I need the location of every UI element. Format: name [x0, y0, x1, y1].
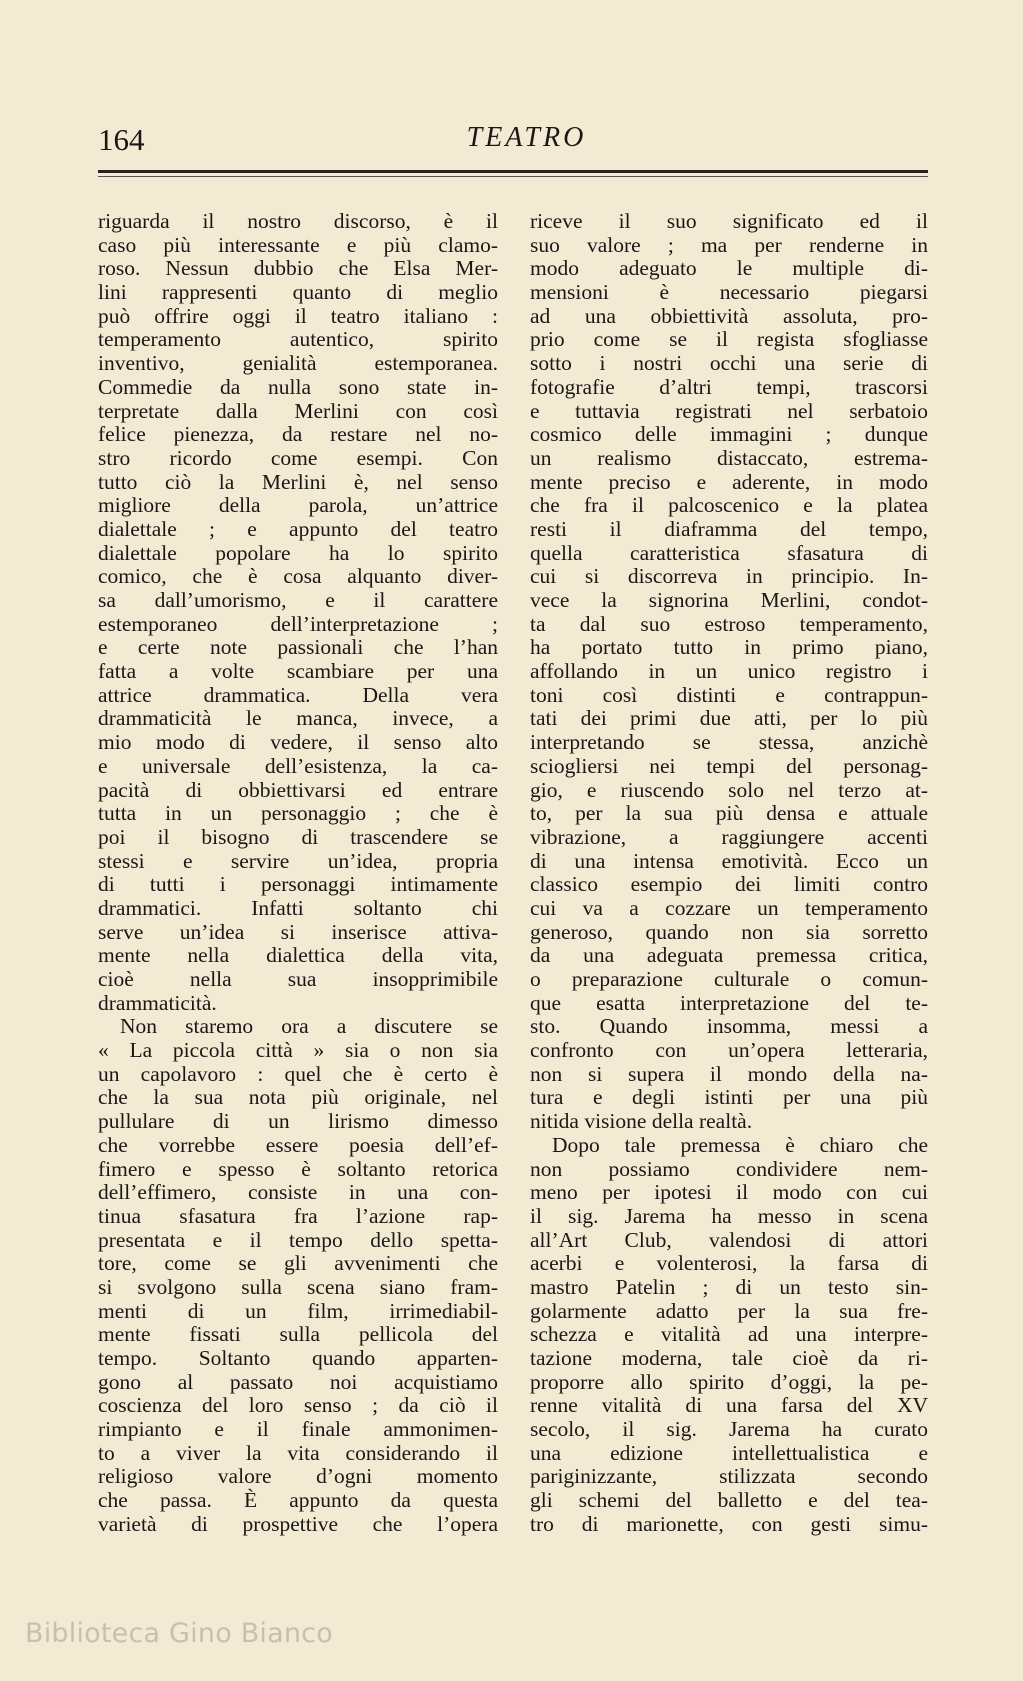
text-line: comico, che è cosa alquanto diver- [98, 564, 498, 589]
text-line: non possiamo condividere nem- [530, 1156, 928, 1181]
text-line: riguarda il nostro discorso, è il [98, 209, 498, 233]
text-line: che la sua nota più originale, nel [98, 1085, 498, 1110]
text-line: che fra il palcoscenico e la platea [530, 493, 928, 518]
text-line: tro di marionette, con gesti simu- [530, 1511, 928, 1536]
text-line: il sig. Jarema ha messo in scena [530, 1203, 928, 1228]
text-line: suo valore ; ma per renderne in [530, 232, 928, 257]
text-line: tempo. Soltanto quando apparten- [98, 1346, 498, 1370]
text-line: mente preciso e aderente, in modo [530, 469, 928, 494]
text-line: fimero e spesso è soltanto retorica [98, 1156, 498, 1181]
text-line: to, per la sua più densa e attuale [530, 801, 928, 826]
text-line: drammaticità. [98, 990, 217, 1015]
text-line: mente fissati sulla pellicola del [98, 1322, 498, 1347]
text-line: si svolgono sulla scena siano fram- [98, 1274, 498, 1299]
text-line: ad una obbiettività assoluta, pro- [530, 303, 928, 328]
text-line: acerbi e volenterosi, la farsa di [530, 1251, 928, 1276]
text-line: tura e degli istinti per una più [530, 1085, 928, 1110]
text-line: religioso valore d’ogni momento [98, 1464, 498, 1489]
text-line: fatta a volte scambiare per una [98, 659, 498, 684]
text-line: tati dei primi due atti, per lo più [530, 706, 928, 731]
text-line: serve un’idea si inserisce attiva- [98, 919, 498, 944]
text-line: mio modo di vedere, il senso alto [98, 730, 498, 755]
text-line: sciogliersi nei tempi del personag- [530, 753, 928, 778]
text-line: stro ricordo come esempi. Con [98, 445, 498, 470]
text-line: un capolavoro : quel che è certo è [98, 1061, 498, 1086]
text-line: fotografie d’altri tempi, trascorsi [530, 374, 928, 399]
text-line: attrice drammatica. Della vera [98, 682, 498, 707]
text-line: nitida visione della realtà. [530, 1109, 753, 1134]
text-line: mente nella dialettica della vita, [98, 943, 498, 968]
text-line: Non staremo ora a discutere se [120, 1014, 498, 1039]
text-line: che vorrebbe essere poesia dell’ef- [98, 1132, 498, 1157]
text-line: to a viver la vita considerando il [98, 1440, 498, 1465]
text-line: pacità di obbiettivarsi ed entrare [98, 777, 498, 802]
text-line: ha portato tutto in primo piano, [530, 635, 928, 660]
text-line: golarmente adatto per la sua fre- [530, 1298, 928, 1323]
running-head: TEATRO [466, 122, 587, 153]
text-line: da una adeguata premessa critica, [530, 943, 928, 968]
text-line: meno per ipotesi il modo con cui [530, 1180, 928, 1205]
text-line: può offrire oggi il teatro italiano : [98, 303, 498, 328]
text-line: di tutti i personaggi intimamente [98, 872, 498, 897]
text-line: Dopo tale premessa è chiaro che [552, 1132, 928, 1157]
text-line: presentata e il tempo dello spetta- [98, 1227, 498, 1252]
text-line: resti il diaframma del tempo, [530, 516, 928, 541]
text-line: cosmico delle immagini ; dunque [530, 422, 928, 447]
library-watermark: Biblioteca Gino Bianco [25, 1618, 333, 1649]
text-line: all’Art Club, valendosi di attori [530, 1227, 928, 1252]
text-line: di una intensa emotività. Ecco un [530, 848, 928, 873]
text-line: sto. Quando insomma, messi a [530, 1014, 928, 1039]
text-line: tinua sfasatura fra l’azione rap- [98, 1203, 498, 1228]
text-line: cioè nella sua insopprimibile [98, 967, 498, 991]
text-line: schezza e vitalità ad una interpre- [530, 1322, 928, 1347]
text-line: confronto con un’opera letteraria, [530, 1038, 928, 1063]
text-line: rimpianto e il finale ammonimen- [98, 1417, 498, 1442]
text-line: una edizione intellettualistica e [530, 1440, 928, 1465]
text-line: lini rappresenti quanto di meglio [98, 280, 498, 305]
text-line: estemporaneo dell’interpretazione ; [98, 611, 498, 636]
text-line: tore, come se gli avvenimenti che [98, 1251, 498, 1276]
text-line: tazione moderna, tale cioè da ri- [530, 1346, 928, 1370]
text-line: « La piccola città » sia o non sia [98, 1038, 498, 1063]
text-line: renne vitalità di una farsa del XV [530, 1393, 928, 1418]
text-line: mastro Patelin ; di un testo sin- [530, 1274, 928, 1299]
text-line: temperamento autentico, spirito [98, 327, 498, 352]
text-line: e universale dell’esistenza, la ca- [98, 753, 498, 778]
text-line: ta dal suo estroso temperamento, [530, 611, 928, 636]
text-line: cui si discorreva in principio. In- [530, 564, 928, 589]
text-line: dialettale popolare ha lo spirito [98, 540, 498, 565]
text-line: varietà di prospettive che l’opera [98, 1511, 498, 1536]
text-line: migliore della parola, un’attrice [98, 493, 498, 518]
text-line: que esatta interpretazione del te- [530, 990, 928, 1015]
page-number: 164 [98, 122, 145, 157]
text-line: o preparazione culturale o comun- [530, 967, 928, 991]
text-line: modo adeguato le multiple di- [530, 256, 928, 281]
text-line: vece la signorina Merlini, condot- [530, 588, 928, 612]
text-line: prio come se il regista sfogliasse [530, 327, 928, 352]
text-line: dialettale ; e appunto del teatro [98, 516, 498, 541]
text-line: vibrazione, a raggiungere accenti [530, 824, 928, 849]
text-line: non si supera il mondo della na- [530, 1061, 928, 1086]
text-line: quella caratteristica sfasatura di [530, 540, 928, 565]
header-rule [98, 170, 928, 173]
text-line: menti di un film, irrimediabil- [98, 1298, 498, 1323]
text-line: gono al passato noi acquistiamo [98, 1369, 498, 1394]
text-line: dell’effimero, consiste in una con- [98, 1180, 498, 1205]
text-line: proporre allo spirito d’oggi, la pe- [530, 1369, 928, 1394]
text-line: inventivo, genialità estemporanea. [98, 351, 498, 376]
text-line: mensioni è necessario piegarsi [530, 280, 928, 305]
text-line: secolo, il sig. Jarema ha curato [530, 1417, 928, 1442]
text-line: sa dall’umorismo, e il carattere [98, 588, 498, 612]
text-line: tutto ciò la Merlini è, nel senso [98, 469, 498, 494]
header-rule-thin [98, 176, 928, 177]
text-line: coscienza del loro senso ; da ciò il [98, 1393, 498, 1418]
text-line: drammatici. Infatti soltanto chi [98, 895, 498, 920]
text-line: poi il bisogno di trascendere se [98, 824, 498, 849]
text-line: pullulare di un lirismo dimesso [98, 1109, 498, 1134]
text-line: e tuttavia registrati nel serbatoio [530, 398, 928, 423]
text-line: terpretate dalla Merlini con così [98, 398, 498, 423]
text-line: roso. Nessun dubbio che Elsa Mer- [98, 256, 498, 281]
text-line: classico esempio dei limiti contro [530, 872, 928, 897]
text-line: generoso, quando non sia sorretto [530, 919, 928, 944]
text-line: riceve il suo significato ed il [530, 209, 928, 233]
text-line: toni così distinti e contrappun- [530, 682, 928, 707]
text-line: tutta in un personaggio ; che è [98, 801, 498, 826]
text-line: interpretando se stessa, anzichè [530, 730, 928, 755]
text-line: pariginizzante, stilizzata secondo [530, 1464, 928, 1489]
text-line: gli schemi del balletto e del tea- [530, 1488, 928, 1513]
text-line: un realismo distaccato, estrema- [530, 445, 928, 470]
text-line: sotto i nostri occhi una serie di [530, 351, 928, 376]
text-line: caso più interessante e più clamo- [98, 232, 498, 257]
right-text-column [530, 210, 928, 1537]
text-line: Commedie da nulla sono state in- [98, 374, 498, 399]
text-line: e certe note passionali che l’han [98, 635, 498, 660]
text-line: che passa. È appunto da questa [98, 1488, 498, 1513]
text-line: drammaticità le manca, invece, a [98, 706, 498, 731]
text-line: cui va a cozzare un temperamento [530, 895, 928, 920]
text-line: felice pienezza, da restare nel no- [98, 422, 498, 447]
text-line: stessi e servire un’idea, propria [98, 848, 498, 873]
left-text-column [98, 210, 498, 1537]
text-line: affollando in un unico registro i [530, 659, 928, 684]
text-line: gio, e riuscendo solo nel terzo at- [530, 777, 928, 802]
